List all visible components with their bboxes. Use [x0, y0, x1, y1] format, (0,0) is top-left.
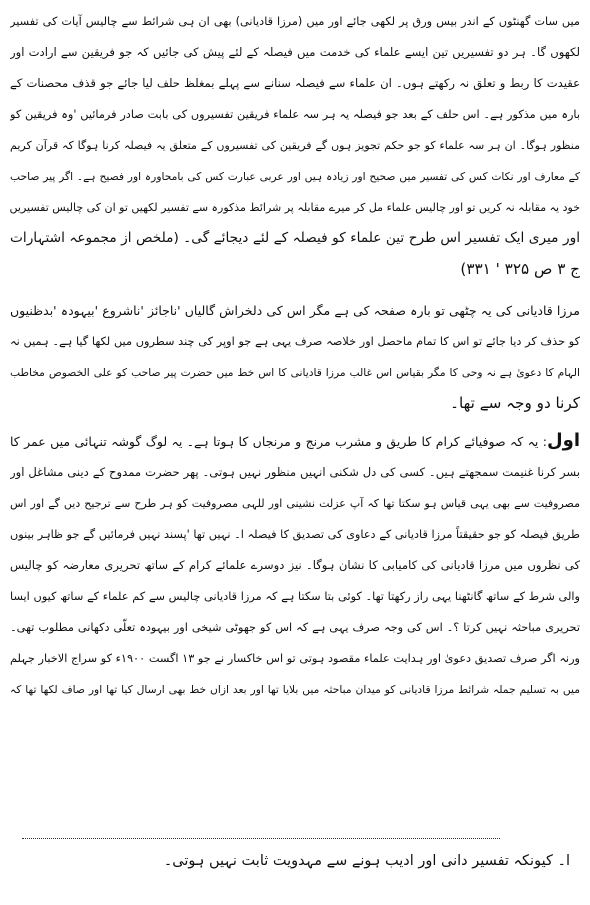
text-line: کو حذف کر دیا جائے تو اس کا تمام ماحصل اور خلاصہ صرف یہی ہے جو اوپر کی چند سطروں میں لکھا گیا ہے۔ ہمیں نہ: [10, 335, 580, 348]
paragraph-1: [10, 6, 580, 285]
text-line: میں بہ تسلیم جملہ شرائط مرزا قادیانی کو میدان مباحثہ میں بلایا تھا اور بعد ازاں خط بھی ارسال کیا تھا اور صاف لکھا تھا کہ: [10, 683, 580, 696]
paragraph-lead-word: اول: [547, 430, 580, 451]
text-line: خود یہ مقابلہ نہ کریں تو اور چالیس علماء مل کر میرے مقابلہ پر شرائط مذکورہ سے تفسیر لکھیں تو ان کی چالیس تفسیریں: [10, 201, 580, 214]
text-line: اور میری ایک تفسیر اس طرح تین علماء کو فیصلہ کے لئے دیجائے گی۔ (ملخص از مجموعہ اشتہارات: [10, 230, 580, 246]
text-line: کی نظروں میں مرزا قادیانی کی کامیابی کا نشان ہوگا۔ نیز دوسرے علمائے کرام کے ساتھ تحریری معارضہ کو چالیس: [10, 558, 580, 572]
text-line: الہام کا دعویٰ ہے نہ وحی کا مگر بقیاس اس غالب مرزا قادیانی کا اس خط میں حضرت پیر صاحب کو علی الخصوص مخاطب: [10, 366, 580, 379]
footnote: ا۔ کیونکہ تفسیر دانی اور ادیب ہونے سے مہدویت ثابت نہیں ہوتی۔: [163, 853, 570, 869]
text-line: تحریری مباحثہ نہیں کرتا ؟۔ اس کی وجہ صرف یہی ہے کہ اس کو جھوٹی شیخی اور بیہودہ تعلّی دکھانی مطلوب تھی۔: [10, 621, 580, 634]
citation-line: ج ۳ ص ۳۲۵ ' ۳۳۱): [460, 260, 580, 278]
text-line: میں سات گھنٹوں کے اندر بیس ورق پر لکھی جائے اور میں (مرزا قادیانی) بھی ان ہی شرائط سے چالیس آیات کی تفسیر: [10, 15, 580, 28]
paragraph-3: [10, 425, 580, 705]
text-line: کے معارف اور نکات کس کی تفسیر میں صحیح اور زیادہ ہیں اور عربی عبارت کس کی بامحاورہ اور فصیح ہے۔ اگر پیر صاحب: [10, 170, 580, 183]
footnote-separator: [22, 838, 500, 839]
text-line: بسر کرنا غنیمت سمجھتے ہیں۔ کسی کی دل شکنی انہیں منظور نہیں ہوتی۔ پھر حضرت ممدوح کے دینی مشاغل اور: [10, 465, 580, 479]
text-line: [10, 425, 580, 457]
text-line: لکھوں گا۔ ہر دو تفسیریں تین ایسے علماء کی خدمت میں فیصلہ کے لئے پیش کی جائیں کہ جو فریقین سے ارادت اور: [10, 45, 580, 59]
text-line: طریق فیصلہ کو جو حقیقتاً مرزا قادیانی کے دعاوی کی تصدیق کا فیصلہ ا۔ نہیں تھا 'پسند نہیں فرمائیں گے جو ظاہر بینوں: [10, 528, 580, 541]
text-line: مرزا قادیانی کی یہ چٹھی تو بارہ صفحہ کی ہے مگر اس کی دلخراش گالیاں 'ناجائز 'ناشروع 'بیہودہ 'بدظنیوں: [10, 303, 580, 318]
text-line: والی شرط کے ساتھ گانٹھنا یہی راز رکھتا تھا۔ کوئی بتا سکتا ہے کہ مرزا قادیانی چالیس سے کم علماء کے ساتھ کیوں ایسا: [10, 590, 580, 603]
text-line: منظور ہوگا۔ ان ہر سہ علماء کو جو حکم تجویز ہوں گے فریقین کی تفسیروں کے متعلق یہ فیصلہ کرنا ہوگا کہ قرآن کریم: [10, 139, 580, 152]
text-line: کرنا دو وجہ سے تھا۔: [450, 394, 580, 412]
text-line-rest: : یہ کہ صوفیائے کرام کا طریق و مشرب مرنج و مرنجاں کا ہوتا ہے۔ یہ لوگ گوشہ تنہائی میں عمر کا: [10, 434, 548, 449]
paragraph-2: [10, 295, 580, 419]
text-line: ورنہ اگر صرف تصدیق دعویٰ اور ہدایت علماء مقصود ہوتی تو اس خاکسار نے جو ۱۳ اگست ۱۹۰۰ء کو سراج الاخبار جہلم: [10, 652, 580, 665]
text-line: عقیدت کا ربط و تعلق نہ رکھتے ہوں۔ ان علماء سے فیصلہ سنانے سے پہلے بمغلظ حلف لیا جائے جو قذف محصنات کے: [10, 76, 580, 90]
text-line: مصروفیت سے بھی یہی قیاس ہو سکتا تھا کہ آپ عزلت نشینی اور للہی مصروفیت کو ہر طرح سے ترجیح دیں گے اور اس: [10, 497, 580, 510]
text-line: بارہ میں مذکور ہے۔ اس حلف کے بعد جو فیصلہ یہ ہر سہ علماء فریقین تفسیروں کی بابت صادر فرمائیں 'وہ فریقین کو: [10, 108, 580, 121]
